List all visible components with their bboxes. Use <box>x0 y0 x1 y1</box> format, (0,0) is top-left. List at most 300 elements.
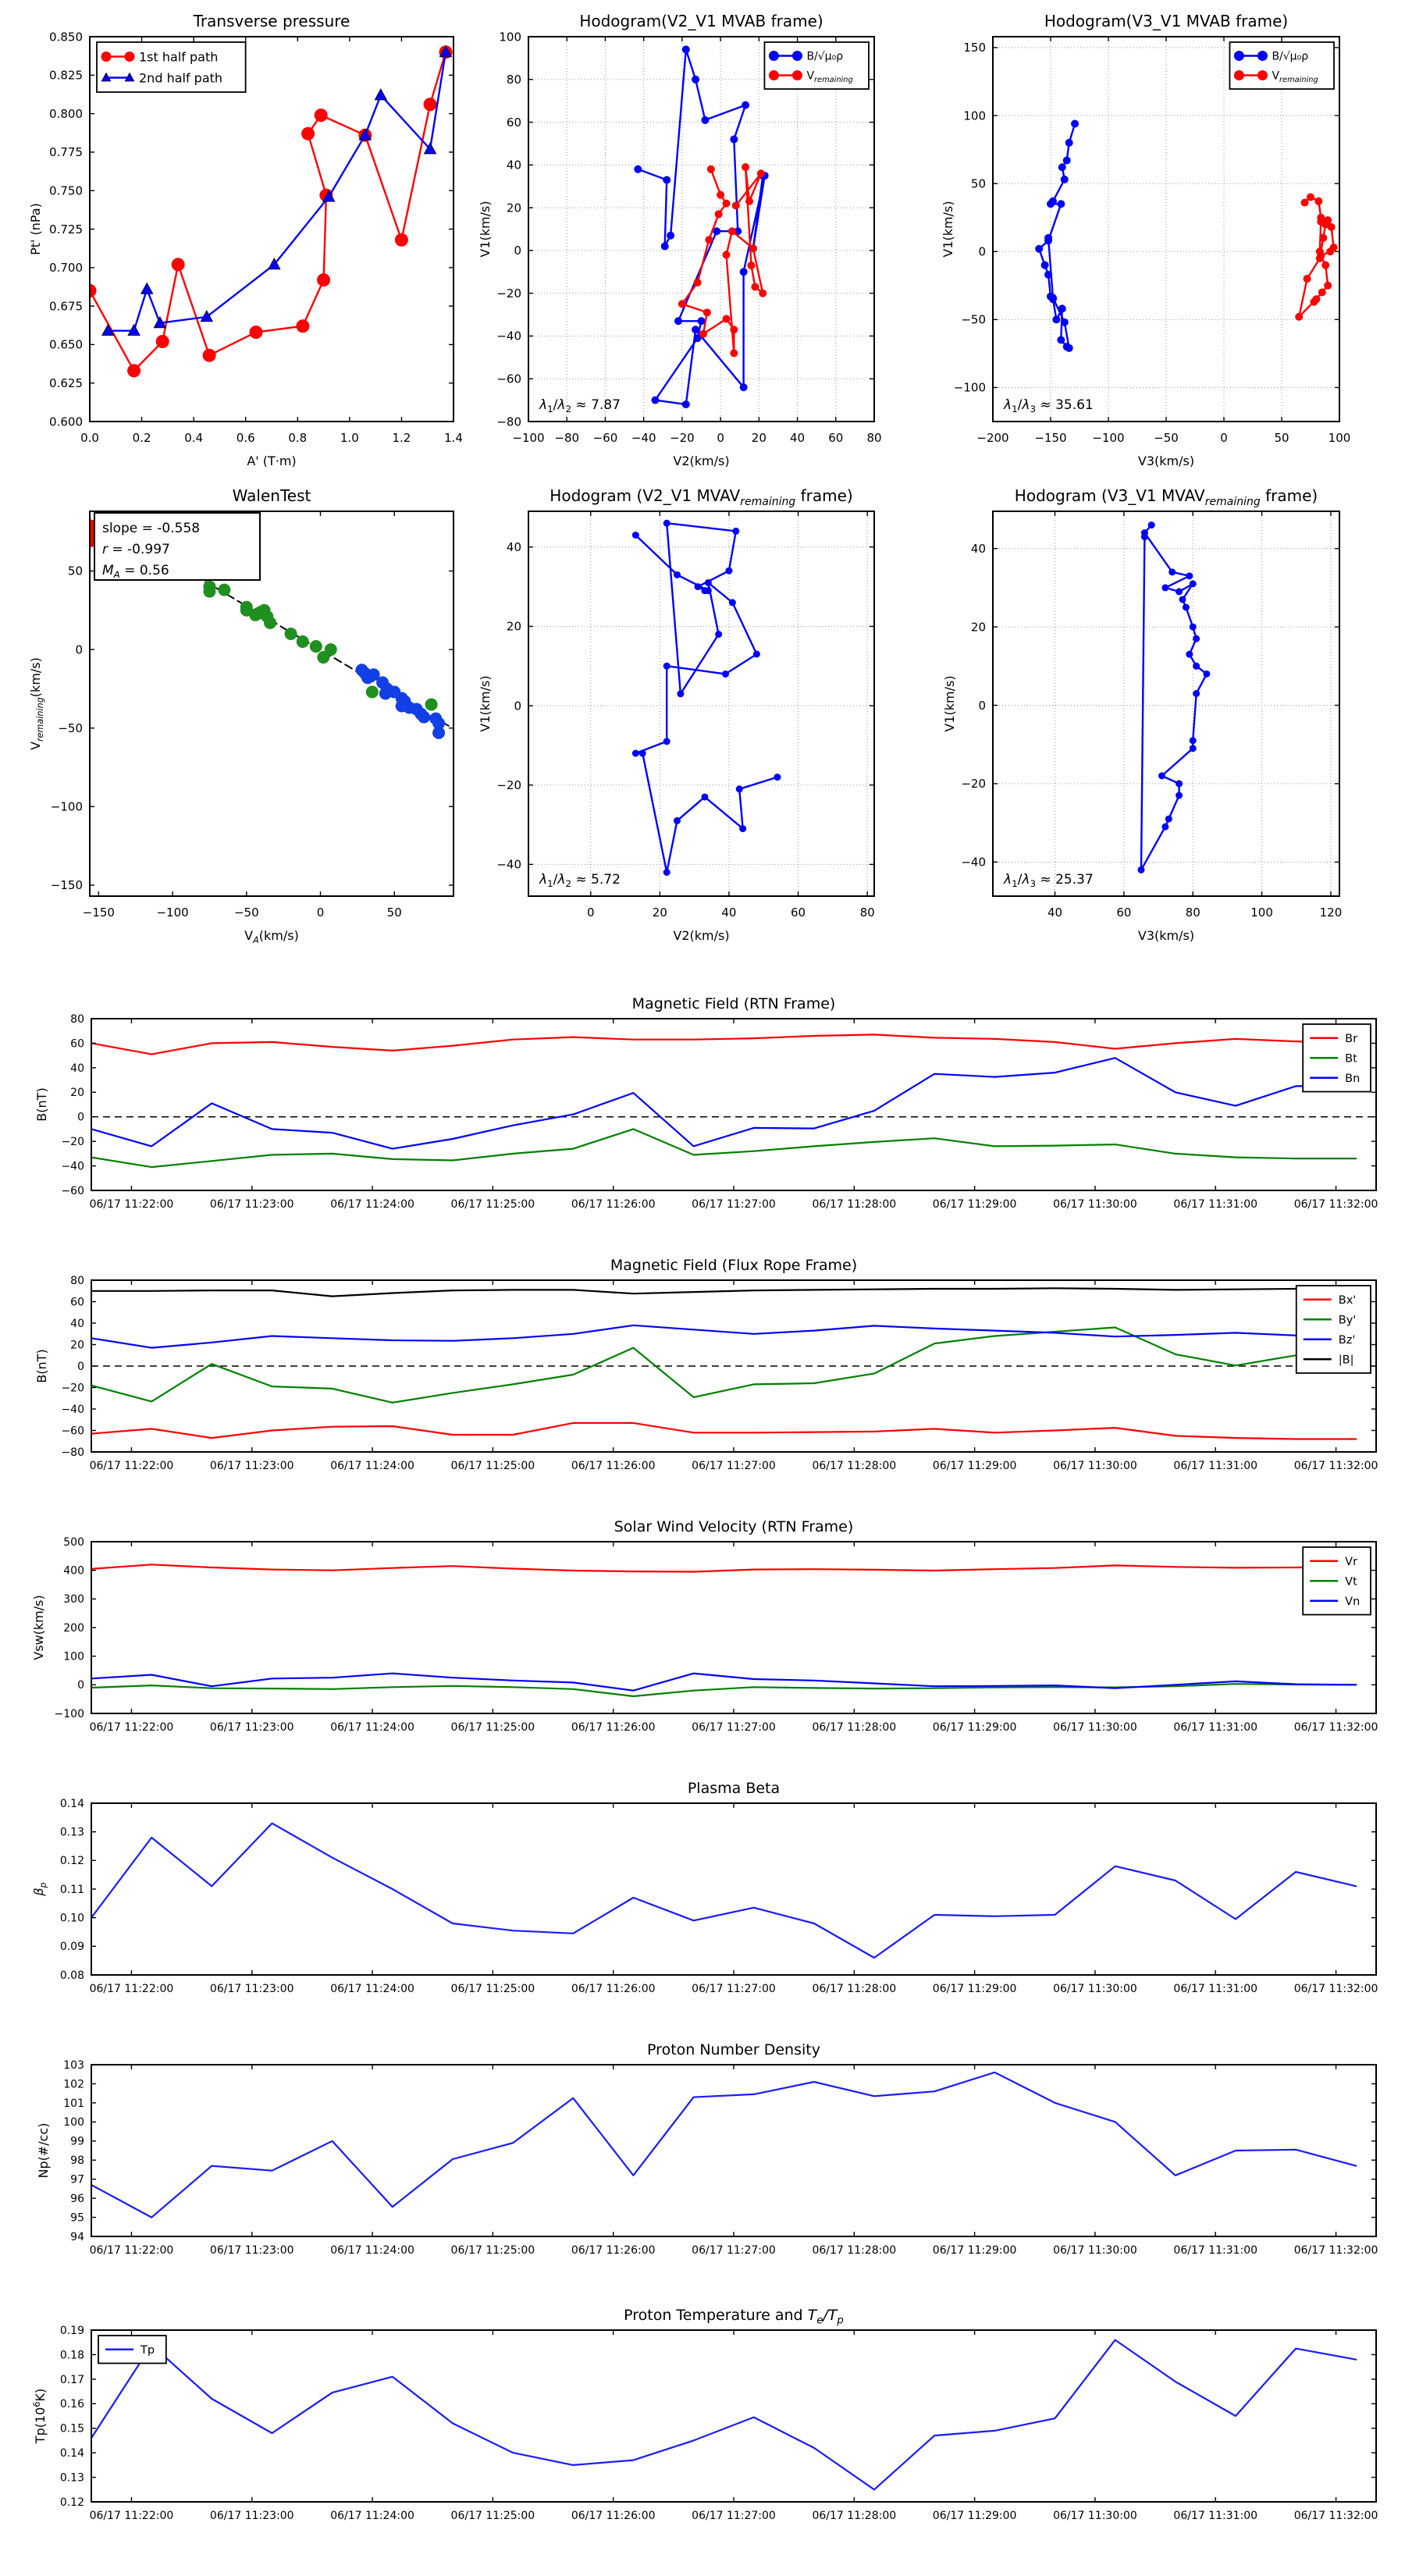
x-tick-label: −50 <box>1154 431 1179 445</box>
circle-marker <box>661 243 668 250</box>
circle-marker <box>125 52 134 62</box>
series-Bx-prime <box>91 1423 1356 1439</box>
x-tick-label: 0.2 <box>132 431 151 445</box>
y-tick-label: 40 <box>70 1062 84 1075</box>
circle-marker <box>769 71 778 80</box>
circle-marker <box>1058 201 1065 208</box>
circle-marker <box>310 641 322 653</box>
legend-label: Bt <box>1345 1052 1357 1066</box>
circle-marker <box>729 600 735 606</box>
x-tick-label: −100 <box>512 431 545 445</box>
gridlines <box>528 511 874 896</box>
circle-marker <box>315 109 327 122</box>
hodogram-v2v1-mvav-svg <box>476 482 905 957</box>
legend-label: Vn <box>1345 1595 1361 1608</box>
magnetic-field-rtn-chart <box>20 980 1393 1244</box>
circle-marker <box>728 228 735 235</box>
circle-marker <box>318 274 330 286</box>
circle-marker <box>1190 581 1196 587</box>
circle-marker <box>723 671 729 677</box>
y-tick-label: 103 <box>63 2058 84 2072</box>
tick-marks <box>90 37 454 422</box>
x-tick-label: 06/17 11:23:00 <box>209 1460 294 1472</box>
circle-marker <box>746 197 753 205</box>
circle-marker <box>172 258 184 271</box>
circle-marker <box>663 738 670 745</box>
x-tick-label: 06/17 11:28:00 <box>812 2510 897 2522</box>
y-tick-label: 0.14 <box>59 2447 84 2460</box>
y-tick-label: 0.08 <box>59 1969 84 1982</box>
y-tick-label: −80 <box>496 415 521 429</box>
chart-title: Plasma Beta <box>687 1780 781 1797</box>
circle-marker <box>395 233 407 246</box>
circle-marker <box>1318 289 1325 296</box>
circle-marker <box>731 326 738 333</box>
lambda-annotation: $\lambda_1/\lambda_2 \approx 5.72$ <box>539 872 621 890</box>
chart-title: Solar Wind Velocity (RTN Frame) <box>614 1518 854 1535</box>
y-tick-label: 80 <box>506 73 521 87</box>
circle-marker <box>1176 781 1183 787</box>
circle-marker <box>265 617 276 628</box>
magnetic-field-flux-rope-svg <box>20 1241 1393 1503</box>
y-tick-label: 150 <box>963 41 986 55</box>
y-tick-label: −50 <box>58 720 83 735</box>
x-tick-label: 06/17 11:22:00 <box>89 1721 174 1734</box>
circle-marker <box>792 71 802 80</box>
circle-marker <box>1148 522 1154 528</box>
circle-marker <box>1176 589 1183 595</box>
circle-marker <box>667 232 674 239</box>
axes-frame <box>90 37 454 422</box>
y-tick-label: −100 <box>54 1707 84 1720</box>
triangle-marker <box>201 311 212 322</box>
x-tick-label: 06/17 11:27:00 <box>692 1721 776 1734</box>
x-axis-label: A' (T·m) <box>247 454 297 468</box>
series-group <box>91 1034 1356 1167</box>
y-tick-label: 0.10 <box>59 1912 84 1925</box>
y-tick-label: 60 <box>70 1037 84 1051</box>
x-tick-label: 60 <box>828 431 844 445</box>
circle-marker <box>1176 792 1183 799</box>
y-axis-label: V1(km/s) <box>942 675 957 732</box>
x-tick-label: −150 <box>1034 431 1067 445</box>
circle-marker <box>1058 164 1065 171</box>
x-tick-label: 20 <box>652 906 667 920</box>
y-tick-label: 0.11 <box>59 1883 84 1896</box>
tick-marks <box>528 511 874 896</box>
legend <box>98 2336 166 2364</box>
x-tick-label: 06/17 11:31:00 <box>1173 2244 1258 2257</box>
series-group <box>1138 522 1210 873</box>
x-tick-label: 06/17 11:25:00 <box>450 1198 535 1211</box>
x-tick-label: 06/17 11:27:00 <box>692 2510 776 2522</box>
x-tick-label: 06/17 11:25:00 <box>450 1460 535 1472</box>
tick-marks <box>528 37 874 422</box>
hodogram-v3v1-mvab-chart <box>941 8 1385 486</box>
x-tick-label: 06/17 11:25:00 <box>450 2244 535 2257</box>
chart-title: Hodogram(V3_V1 MVAB frame) <box>1044 12 1289 30</box>
circle-marker <box>1193 663 1200 669</box>
circle-marker <box>1179 596 1186 603</box>
x-tick-label: 0.6 <box>236 431 255 445</box>
x-tick-label: 1.2 <box>392 431 411 445</box>
y-tick-label: −40 <box>61 1160 84 1173</box>
circle-marker <box>297 320 309 333</box>
y-tick-label: 94 <box>70 2230 84 2243</box>
legend-label: B/√μ₀ρ <box>1272 50 1309 63</box>
circle-marker <box>424 98 436 111</box>
y-axis-label: $V_{remaining}(km/s)$ <box>28 657 45 750</box>
tick-marks <box>91 2330 1376 2502</box>
legend <box>764 42 869 89</box>
circle-marker <box>1141 534 1147 540</box>
x-tick-label: 06/17 11:25:00 <box>450 1721 535 1734</box>
y-tick-label: 100 <box>499 30 521 44</box>
y-tick-label: −80 <box>61 1446 84 1459</box>
x-tick-label: 06/17 11:23:00 <box>209 2244 294 2257</box>
x-tick-label: 06/17 11:31:00 <box>1173 2510 1258 2522</box>
x-tick-label: 06/17 11:25:00 <box>450 1983 535 1995</box>
y-tick-label: 0.19 <box>59 2324 84 2337</box>
gridlines <box>993 511 1339 896</box>
x-axis-label: V3(km/s) <box>1137 454 1195 468</box>
x-tick-label: 06/17 11:22:00 <box>89 1983 174 1995</box>
x-tick-label: 06/17 11:22:00 <box>89 2244 174 2257</box>
axes-frame <box>91 1019 1376 1190</box>
series-Bt <box>91 1129 1356 1167</box>
circle-marker <box>1183 604 1189 610</box>
x-tick-label: 0 <box>1220 431 1228 445</box>
circle-marker <box>1234 52 1243 61</box>
circle-marker <box>702 588 708 594</box>
series-Np <box>91 2073 1356 2218</box>
solar-wind-velocity-svg <box>20 1503 1393 1764</box>
solar-wind-velocity-chart <box>20 1503 1393 1767</box>
y-tick-label: 0.700 <box>49 261 83 276</box>
circle-marker <box>1301 199 1308 206</box>
axes-frame <box>528 37 874 422</box>
circle-marker <box>740 826 746 832</box>
legend-label: B/√μ₀ρ <box>806 50 844 63</box>
series-group <box>91 2340 1356 2490</box>
legend-label: Tp <box>140 2343 155 2357</box>
triangle-marker <box>375 89 386 100</box>
circle-marker <box>156 335 169 347</box>
x-tick-label: 06/17 11:32:00 <box>1293 1460 1378 1472</box>
series-1st-half-path <box>90 52 446 371</box>
x-tick-label: 1.4 <box>444 431 463 445</box>
y-tick-label: −20 <box>61 1382 84 1395</box>
stats-line: r = -0.997 <box>102 542 170 557</box>
chart-title: Magnetic Field (RTN Frame) <box>631 995 836 1012</box>
y-tick-label: 97 <box>70 2173 84 2186</box>
x-tick-label: 0.0 <box>80 431 99 445</box>
y-tick-label: 0.625 <box>49 375 83 390</box>
y-tick-label: 0.775 <box>49 145 83 160</box>
axes-frame <box>91 1803 1376 1975</box>
x-tick-label: −50 <box>233 906 259 920</box>
y-axis-label: B(nT) <box>34 1087 49 1122</box>
series-Tp <box>91 2340 1356 2490</box>
y-tick-label: 0.650 <box>49 337 83 352</box>
y-tick-label: 50 <box>67 564 83 578</box>
series-group <box>91 1288 1356 1439</box>
circle-marker <box>635 165 642 173</box>
circle-marker <box>774 774 781 781</box>
gridlines <box>528 37 874 422</box>
x-tick-label: 06/17 11:31:00 <box>1173 1983 1258 1995</box>
x-tick-label: 06/17 11:22:00 <box>89 1460 174 1472</box>
circle-marker <box>1065 139 1072 146</box>
x-tick-label: −150 <box>82 906 115 920</box>
legend <box>1297 1286 1371 1373</box>
x-tick-label: 06/17 11:24:00 <box>330 1198 414 1211</box>
y-axis-label: V1(km/s) <box>478 675 493 732</box>
y-tick-label: 0 <box>77 1111 84 1124</box>
x-tick-label: 20 <box>751 431 767 445</box>
y-tick-label: 20 <box>506 201 521 215</box>
magnetic-field-flux-rope-chart <box>20 1241 1393 1506</box>
circle-marker <box>1325 282 1332 289</box>
x-axis-label: $V_A(km/s)$ <box>244 928 299 945</box>
x-tick-label: −20 <box>670 431 695 445</box>
circle-marker <box>1316 248 1323 255</box>
stats-line: slope = -0.558 <box>102 521 201 536</box>
x-tick-label: 0 <box>717 431 724 445</box>
y-tick-label: 102 <box>63 2078 84 2091</box>
x-tick-label: 06/17 11:28:00 <box>812 1460 897 1472</box>
x-tick-label: 06/17 11:30:00 <box>1053 1198 1137 1211</box>
circle-marker <box>1307 194 1314 201</box>
circle-marker <box>1053 316 1060 323</box>
circle-marker <box>731 136 738 143</box>
x-tick-label: 40 <box>721 906 737 920</box>
y-tick-label: 0.17 <box>59 2373 84 2386</box>
circle-marker <box>128 365 140 377</box>
y-tick-label: 96 <box>70 2193 84 2206</box>
y-tick-label: −50 <box>961 312 986 327</box>
x-tick-label: 06/17 11:29:00 <box>932 1198 1017 1211</box>
x-tick-label: 06/17 11:23:00 <box>209 2510 294 2522</box>
circle-marker <box>731 350 738 357</box>
hodogram-v3v1-mvab-svg <box>941 8 1385 482</box>
y-tick-label: 0.14 <box>59 1797 84 1810</box>
x-tick-label: 06/17 11:26:00 <box>571 1460 656 1472</box>
circle-marker <box>203 349 215 361</box>
y-tick-label: 99 <box>70 2135 84 2148</box>
x-tick-label: 06/17 11:24:00 <box>330 1721 414 1734</box>
y-tick-label: 0 <box>514 244 521 258</box>
x-tick-label: 80 <box>859 906 875 920</box>
hodogram-v3v1-mvav-chart <box>941 482 1385 960</box>
circle-marker <box>740 384 747 391</box>
circle-marker <box>1304 276 1311 283</box>
circle-marker <box>702 116 709 123</box>
legend <box>1303 1024 1371 1092</box>
y-tick-label: 100 <box>63 1650 84 1663</box>
x-tick-label: 60 <box>1116 906 1132 920</box>
y-tick-label: 300 <box>63 1593 84 1606</box>
series-velocity-hodogram <box>635 523 777 872</box>
x-tick-label: 0.8 <box>288 431 308 445</box>
circle-marker <box>1045 271 1052 278</box>
series-group <box>632 520 781 875</box>
plasma-beta-svg <box>20 1764 1393 2026</box>
series-group <box>91 2073 1356 2218</box>
circle-marker <box>703 309 710 316</box>
circle-marker <box>418 711 430 723</box>
y-tick-label: 98 <box>70 2154 84 2168</box>
y-tick-label: 0 <box>75 642 83 657</box>
circle-marker <box>1165 816 1172 822</box>
circle-marker <box>1061 176 1068 183</box>
legend-label: Bn <box>1345 1072 1361 1085</box>
circle-marker <box>302 127 315 140</box>
x-tick-label: −80 <box>554 431 580 445</box>
y-tick-label: −40 <box>496 857 521 872</box>
circle-marker <box>1169 569 1176 575</box>
x-tick-label: 06/17 11:28:00 <box>812 1983 897 1995</box>
x-tick-label: 06/17 11:25:00 <box>450 2510 535 2522</box>
circle-marker <box>1049 294 1056 301</box>
series-Bn <box>91 1058 1356 1148</box>
y-tick-label: 0 <box>77 1360 84 1373</box>
y-tick-label: 0.750 <box>49 183 83 198</box>
y-tick-label: 40 <box>970 541 986 556</box>
y-tick-label: 40 <box>506 158 521 173</box>
y-tick-label: −60 <box>61 1184 84 1197</box>
y-axis-label: Pt' (nPa) <box>28 203 43 255</box>
x-tick-label: 06/17 11:27:00 <box>692 1198 776 1211</box>
x-tick-label: 06/17 11:24:00 <box>330 1460 414 1472</box>
tick-marks <box>993 37 1339 422</box>
x-tick-label: 06/17 11:23:00 <box>209 1721 294 1734</box>
x-tick-label: 06/17 11:30:00 <box>1053 1983 1137 1995</box>
y-tick-label: −60 <box>496 372 521 386</box>
circle-marker <box>1190 624 1196 630</box>
circle-marker <box>1320 234 1327 241</box>
lambda-annotation: $\lambda_1/\lambda_2 \approx 7.87$ <box>539 397 621 415</box>
proton-temperature-svg <box>20 2287 1393 2553</box>
y-axis-label: B(nT) <box>34 1349 49 1383</box>
x-tick-label: −60 <box>592 431 618 445</box>
circle-marker <box>285 628 297 639</box>
y-tick-label: 60 <box>506 115 521 130</box>
y-tick-label: −100 <box>953 380 986 395</box>
y-tick-label: −100 <box>50 799 83 814</box>
circle-marker <box>1296 313 1303 320</box>
x-tick-label: 06/17 11:32:00 <box>1293 2510 1378 2522</box>
legend <box>1303 1547 1371 1615</box>
y-tick-label: 0.600 <box>49 415 83 429</box>
x-tick-label: 06/17 11:23:00 <box>209 1983 294 1995</box>
y-tick-label: 0.18 <box>59 2349 84 2362</box>
x-tick-label: 06/17 11:26:00 <box>571 2510 656 2522</box>
legend <box>97 42 246 92</box>
y-tick-label: 60 <box>70 1296 84 1309</box>
y-axis-label: V1(km/s) <box>941 201 955 258</box>
chart-title: Proton Number Density <box>647 2041 820 2058</box>
circle-marker <box>325 644 336 656</box>
circle-marker <box>1048 201 1055 208</box>
x-tick-label: 06/17 11:22:00 <box>89 1198 174 1211</box>
y-tick-label: 100 <box>963 109 986 123</box>
x-tick-label: 06/17 11:30:00 <box>1053 1460 1137 1472</box>
x-tick-label: 80 <box>1185 906 1200 920</box>
circle-marker <box>706 237 713 244</box>
circle-marker <box>652 397 659 404</box>
x-tick-label: 120 <box>1319 906 1343 920</box>
y-tick-label: −20 <box>61 1136 84 1149</box>
circle-marker <box>792 52 802 61</box>
circle-marker <box>250 326 262 339</box>
series-B-sqrt-mu0rho <box>1039 124 1075 348</box>
circle-marker <box>433 727 445 738</box>
y-tick-label: 20 <box>70 1087 84 1100</box>
circle-marker <box>204 585 215 597</box>
circle-marker <box>1138 866 1144 873</box>
circle-marker <box>366 686 378 698</box>
legend-label: 2nd half path <box>139 70 223 86</box>
y-tick-label: 20 <box>970 620 986 635</box>
circle-marker <box>682 401 689 408</box>
circle-marker <box>101 52 111 62</box>
x-tick-label: 06/17 11:29:00 <box>932 2244 1017 2257</box>
x-tick-label: 06/17 11:32:00 <box>1293 2244 1378 2257</box>
circle-marker <box>297 636 308 648</box>
y-axis-label: Np(#/cc) <box>36 2122 51 2179</box>
circle-marker <box>742 164 749 171</box>
circle-marker <box>753 651 759 657</box>
stats-line: $M_A = 0.56$ <box>102 563 169 581</box>
walen-test-chart <box>20 482 488 960</box>
x-tick-label: 40 <box>790 431 806 445</box>
series-Vr <box>91 1564 1356 1571</box>
circle-marker <box>663 520 670 526</box>
circle-marker <box>759 290 767 297</box>
x-tick-label: 06/17 11:31:00 <box>1173 1460 1258 1472</box>
circle-marker <box>663 176 670 183</box>
x-tick-label: 06/17 11:29:00 <box>932 1721 1017 1734</box>
y-tick-label: −20 <box>496 286 521 301</box>
tick-marks <box>91 1803 1376 1975</box>
circle-marker <box>1327 248 1334 255</box>
legend-label: $V_{remaining}$ <box>1272 69 1318 84</box>
x-tick-label: 06/17 11:29:00 <box>932 1460 1017 1472</box>
circle-marker <box>732 202 739 209</box>
circle-marker <box>769 52 778 61</box>
y-tick-label: 0.850 <box>49 30 83 44</box>
chart-title: Hodogram (V2_V1 $MVAV_{remaining}$ frame) <box>550 486 853 508</box>
circle-marker <box>1315 197 1322 205</box>
circle-marker <box>1193 690 1200 696</box>
tick-marks <box>91 2065 1376 2236</box>
lambda-annotation: $\lambda_1/\lambda_3 \approx 35.61$ <box>1004 397 1094 415</box>
circle-marker <box>713 228 720 235</box>
x-tick-label: 06/17 11:28:00 <box>812 2244 897 2257</box>
circle-marker <box>219 584 230 596</box>
x-tick-label: 06/17 11:26:00 <box>571 1721 656 1734</box>
axes-frame <box>993 37 1339 422</box>
proton-number-density-svg <box>20 2026 1393 2287</box>
plasma-beta-chart <box>20 1764 1393 2029</box>
tick-marks <box>993 511 1339 896</box>
circle-marker <box>674 571 680 578</box>
x-tick-label: 06/17 11:32:00 <box>1293 1721 1378 1734</box>
x-tick-label: 06/17 11:27:00 <box>692 1983 776 1995</box>
y-tick-label: −40 <box>961 855 986 870</box>
x-tick-label: −100 <box>156 906 189 920</box>
